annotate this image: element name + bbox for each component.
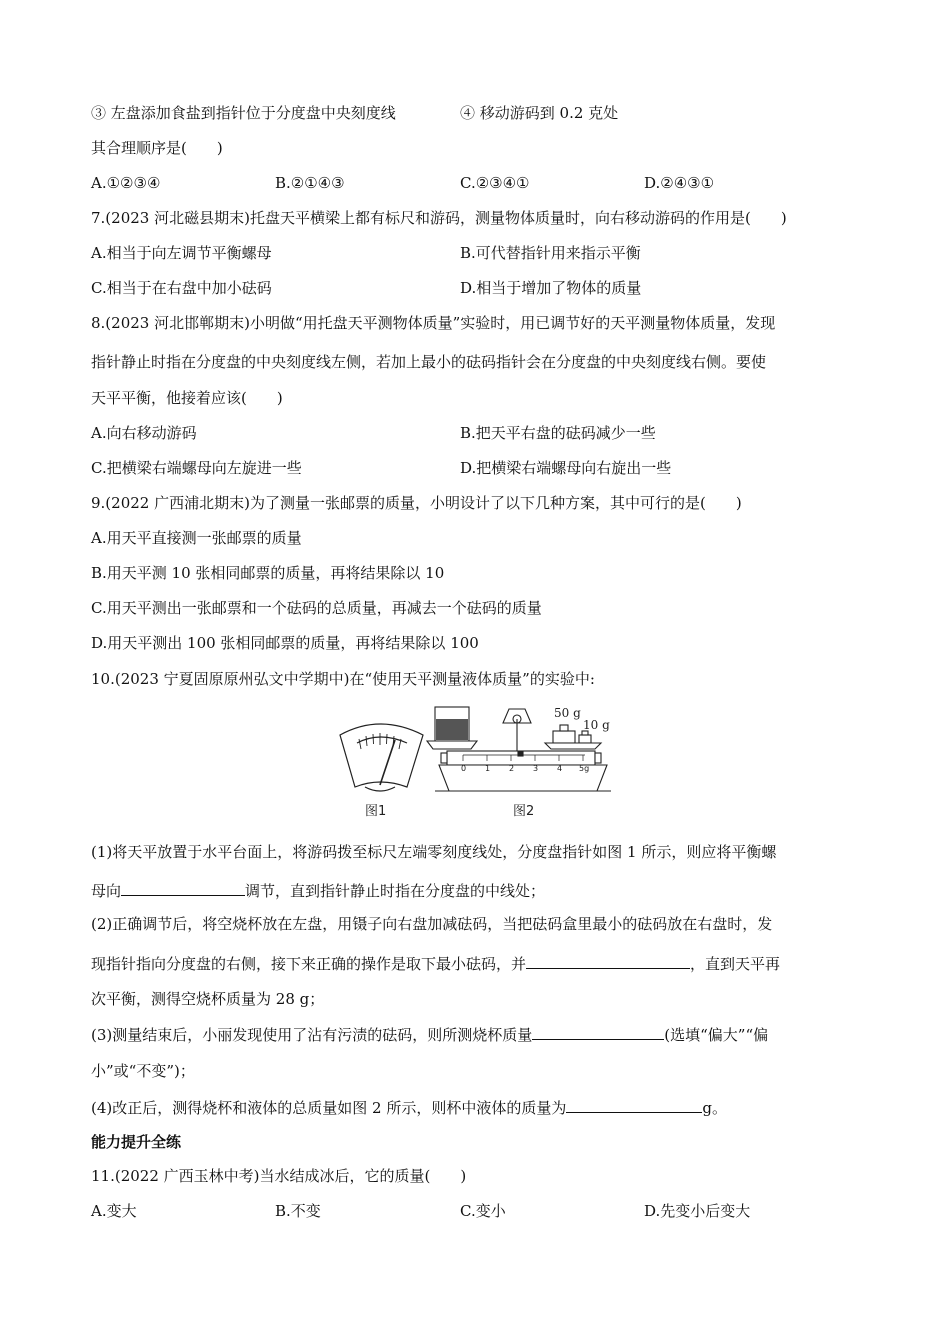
scale-tick-3: 3 <box>533 764 539 773</box>
q8-stem-line1: 8.(2023 河北邯郸期末)小明做“用托盘天平测物体质量”实验时，用已调节好的天平测量物体质量，发现 <box>91 314 776 332</box>
q10-part2-line3: 次平衡，测得空烧杯质量为 28 g； <box>91 990 325 1008</box>
q6-option-c: C.②③④① <box>460 174 530 192</box>
q8-option-c: C.把横梁右端螺母向左旋进一些 <box>91 459 302 477</box>
q8-stem-line3: 天平平衡，他接着应该( ) <box>91 389 283 407</box>
q7-option-d: D.相当于增加了物体的质量 <box>460 279 642 297</box>
q9-option-c: C.用天平测出一张邮票和一个砝码的总质量，再减去一个砝码的质量 <box>91 599 542 617</box>
q6-stem: 其合理顺序是( ) <box>91 139 223 157</box>
q10-part2-text-a: 现指针指向分度盘的右侧，接下来正确的操作是取下最小砝码，并 <box>91 955 527 973</box>
q6-step4: ④ 移动游码到 0.2 克处 <box>460 104 619 122</box>
q11-option-b: B.不变 <box>275 1202 321 1220</box>
q9-option-a: A.用天平直接测一张邮票的质量 <box>91 529 302 547</box>
q10-part3-line1 <box>91 1024 768 1045</box>
scale-tick-2: 2 <box>509 764 515 773</box>
weight-10g <box>579 735 591 743</box>
q8-option-d: D.把横梁右端螺母向右旋出一些 <box>460 459 672 477</box>
q7-stem: 7.(2023 河北磁县期末)托盘天平横梁上都有标尺和游码，测量物体质量时，向右移动游码的作用是( ) <box>91 209 787 227</box>
q10-part2-blank[interactable] <box>526 953 690 969</box>
beaker-liquid <box>436 719 468 740</box>
scale-tick-5: 5g <box>579 764 590 773</box>
q10-part2-line2 <box>91 953 780 974</box>
q10-part3-line2: 小”或“不变”)； <box>91 1062 195 1080</box>
fig1-dial <box>340 724 423 791</box>
q6-option-a: A.①②③④ <box>91 174 161 192</box>
q10-part2-text-b: ，直到天平再 <box>690 955 781 973</box>
q11-stem: 11.(2022 广西玉林中考)当水结成冰后，它的质量( ) <box>91 1167 467 1185</box>
q9-stem: 9.(2022 广西浦北期末)为了测量一张邮票的质量，小明设计了以下几种方案，其中可行的是( ) <box>91 494 742 512</box>
q8-option-b: B.把天平右盘的砝码减少一些 <box>460 424 656 442</box>
q10-part4-text-b: g。 <box>702 1099 727 1117</box>
q10-part1-text-b: 调节，直到指针静止时指在分度盘的中线处； <box>245 882 546 900</box>
q7-option-a: A.相当于向左调节平衡螺母 <box>91 244 272 262</box>
q10-part3-text-a: (3)测量结束后，小丽发现使用了沾有污渍的砝码，则所测烧杯质量 <box>91 1026 533 1044</box>
q7-option-b: B.可代替指针用来指示平衡 <box>460 244 641 262</box>
weight-50g-label: 50 g <box>554 706 581 720</box>
q10-part1-line1: (1)将天平放置于水平台面上，将游码拨至标尺左端零刻度线处，分度盘指针如图 1 所示，则应将平衡螺 <box>91 843 777 861</box>
weight-10g-label: 10 g <box>583 718 610 732</box>
q10-part1-text-a: 母向 <box>91 882 122 900</box>
q10-part3-text-b: (选填“偏大”“偏 <box>664 1026 769 1044</box>
q6-option-b: B.②①④③ <box>275 174 345 192</box>
q11-option-a: A.变大 <box>91 1202 137 1220</box>
q10-part4-text-a: (4)改正后，测得烧杯和液体的总质量如图 2 所示，则杯中液体的质量为 <box>91 1099 567 1117</box>
scale-tick-1: 1 <box>485 764 491 773</box>
fig1-label: 图1 <box>365 804 387 819</box>
q8-stem-line2: 指针静止时指在分度盘的中央刻度线左侧，若加上最小的砝码指针会在分度盘的中央刻度线右侧。要使 <box>91 353 767 371</box>
q9-option-d: D.用天平测出 100 张相同邮票的质量，再将结果除以 100 <box>91 634 479 652</box>
q9-option-b: B.用天平测 10 张相同邮票的质量，再将结果除以 10 <box>91 564 445 582</box>
q6-step3: ③ 左盘添加食盐到指针位于分度盘中央刻度线 <box>91 104 396 122</box>
scale-tick-0: 0 <box>461 764 467 773</box>
scale-tick-4: 4 <box>557 764 563 773</box>
weight-50g <box>553 731 575 743</box>
q10-part1-blank[interactable] <box>121 880 245 896</box>
q10-part3-blank[interactable] <box>532 1024 664 1040</box>
q10-part4-blank[interactable] <box>566 1097 702 1113</box>
q10-stem: 10.(2023 宁夏固原原州弘文中学期中)在“使用天平测量液体质量”的实验中: <box>91 670 595 688</box>
q10-part4 <box>91 1097 727 1118</box>
q10-part1-line2 <box>91 880 545 901</box>
section-title: 能力提升全练 <box>91 1133 182 1151</box>
balance-figure <box>335 695 625 825</box>
q11-option-d: D.先变小后变大 <box>644 1202 751 1220</box>
q8-option-a: A.向右移动游码 <box>91 424 197 442</box>
rider <box>518 752 523 756</box>
fig2-label: 图2 <box>513 804 535 819</box>
q6-option-d: D.②④③① <box>644 174 715 192</box>
q11-option-c: C.变小 <box>460 1202 506 1220</box>
q7-option-c: C.相当于在右盘中加小砝码 <box>91 279 272 297</box>
q10-part2-line1: (2)正确调节后，将空烧杯放在左盘，用镊子向右盘加减砝码，当把砝码盒里最小的砝码放在右盘时，发 <box>91 915 773 933</box>
